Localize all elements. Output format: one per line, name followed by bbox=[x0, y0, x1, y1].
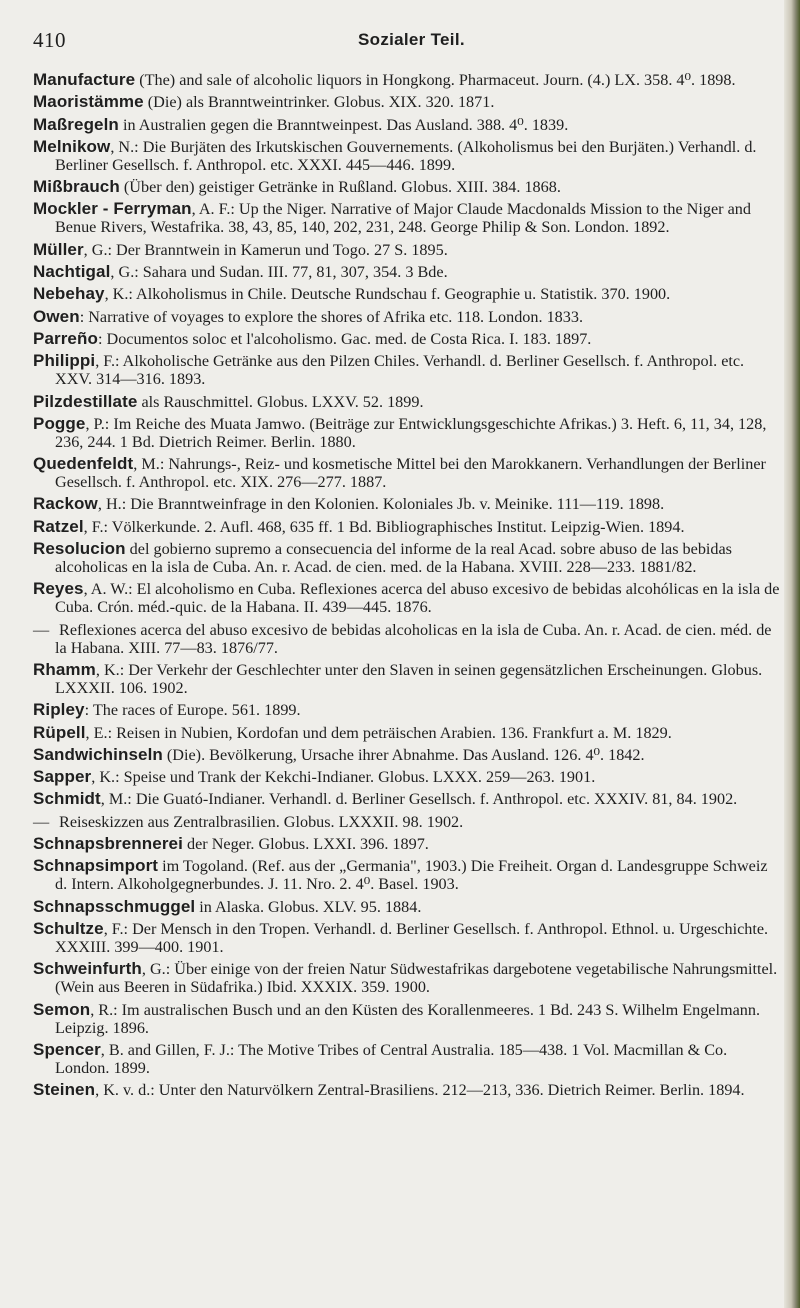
bibliography-entry bbox=[33, 455, 783, 491]
bibliography-entry bbox=[33, 701, 783, 719]
bibliography-entry bbox=[33, 746, 783, 764]
entry-heading: Müller bbox=[33, 239, 84, 259]
entry-heading: Nachtigal bbox=[33, 262, 111, 282]
bibliography-entry bbox=[33, 580, 783, 616]
bibliography-entry bbox=[33, 285, 783, 303]
bibliography-entry bbox=[33, 661, 783, 697]
entry-text: im Togoland. (Ref. aus der „Germania", 1903.) Die Freiheit. Organ d. Landesgruppe Schweiz d. Intern. Alkoholgegnerbundes. J. 11. Nro. 2. 4⁰. Basel. 1903. bbox=[55, 857, 768, 894]
entry-text: in Australien gegen die Branntweinpest. Das Ausland. 388. 4⁰. 1839. bbox=[118, 115, 569, 134]
entry-heading: Semon bbox=[33, 999, 91, 1019]
bibliography-entry bbox=[33, 1041, 783, 1077]
entry-heading: Pogge bbox=[33, 413, 86, 433]
entry-text: (Über den) geistiger Getränke in Rußland. Globus. XIII. 384. 1868. bbox=[119, 178, 561, 197]
entry-heading: Spencer bbox=[33, 1039, 101, 1059]
bibliography-entry bbox=[33, 813, 783, 831]
entry-text: der Neger. Globus. LXXI. 396. 1897. bbox=[182, 835, 429, 854]
entry-text: , M.: Nahrungs-, Reiz- und kosmetische Mittel bei den Marokkanern. Verhandlungen der Berliner Gesellsch. f. Anthropol. etc. XIX. 276—277. 1887. bbox=[55, 455, 766, 492]
entry-heading: Rhamm bbox=[33, 659, 96, 679]
entry-text: , H.: Die Branntweinfrage in den Kolonien. Koloniales Jb. v. Meinike. 111—119. 1898. bbox=[97, 495, 665, 514]
bibliography-list bbox=[33, 71, 783, 1103]
bibliography-entry bbox=[33, 960, 783, 996]
entry-text: in Alaska. Globus. XLV. 95. 1884. bbox=[195, 897, 422, 916]
bibliography-entry bbox=[33, 495, 783, 513]
bibliography-entry bbox=[33, 138, 783, 174]
entry-text: , A. W.: El alcoholismo en Cuba. Reflexiones acerca del abuso excesivo de bebidas alcohólicas en la isla de Cuba. Crón. méd.-quic. de la Habana. II. 439—445. 1876. bbox=[55, 580, 780, 617]
entry-text: (The) and sale of alcoholic liquors in Hongkong. Pharmaceut. Journ. (4.) LX. 358. 4⁰. 1898. bbox=[135, 71, 736, 89]
entry-text: , K.: Alkoholismus in Chile. Deutsche Rundschau f. Geographie u. Statistik. 370. 1900. bbox=[104, 285, 671, 304]
entry-heading: Mißbrauch bbox=[33, 177, 120, 197]
entry-text: , G.: Der Branntwein in Kamerun und Togo. 27 S. 1895. bbox=[83, 240, 448, 259]
entry-heading: Mockler - Ferryman bbox=[33, 199, 192, 219]
bibliography-entry bbox=[33, 178, 783, 196]
entry-heading: Ripley bbox=[33, 700, 85, 720]
binding-edge bbox=[784, 0, 800, 1308]
entry-heading: Sapper bbox=[33, 767, 92, 787]
entry-text: , F.: Völkerkunde. 2. Aufl. 468, 635 ff. 1 Bd. Bibliographisches Institut. Leipzig-Wien. 1894. bbox=[83, 517, 685, 536]
entry-heading: Schnapsbrennerei bbox=[33, 834, 183, 854]
entry-heading: Schultze bbox=[33, 918, 104, 938]
entry-text: del gobierno supremo a consecuencia del informe de la real Acad. sobre abuso de las bebidas alcoholicas en la isla de Cuba. An. r. Acad. de cien. med. de la Habana. XVIII. 228—233. 1881/82. bbox=[55, 540, 732, 577]
bibliography-entry bbox=[33, 241, 783, 259]
bibliography-entry bbox=[33, 518, 783, 536]
entry-heading: Steinen bbox=[33, 1080, 96, 1100]
entry-heading: Melnikow bbox=[33, 136, 111, 156]
entry-heading: Rüpell bbox=[33, 722, 86, 742]
entry-text: (Die). Bevölkerung, Ursache ihrer Abnahme. Das Ausland. 126. 4⁰. 1842. bbox=[162, 745, 645, 764]
bibliography-entry bbox=[33, 93, 783, 111]
entry-heading: Maßregeln bbox=[33, 114, 119, 134]
bibliography-entry bbox=[33, 857, 783, 893]
entry-heading: Nebehay bbox=[33, 284, 105, 304]
entry-heading: Ratzel bbox=[33, 516, 84, 536]
entry-text: , N.: Die Burjäten des Irkutskischen Gouvernements. (Alkoholismus bei den Burjäten.) Verhandl. d. Berliner Gesellsch. f. Anthropol. etc. XXXI. 445—446. 1899. bbox=[55, 137, 757, 174]
entry-heading: Rackow bbox=[33, 494, 98, 514]
entry-text: , K. v. d.: Unter den Naturvölkern Zentral-Brasiliens. 212—213, 336. Dietrich Reimer. Berlin. 1894. bbox=[95, 1081, 745, 1100]
bibliography-entry bbox=[33, 352, 783, 388]
entry-text: , M.: Die Guató-Indianer. Verhandl. d. Berliner Gesellsch. f. Anthropol. etc. XXXIV. 81, 84. 1902. bbox=[100, 790, 738, 809]
entry-text: Reiseskizzen aus Zentralbrasilien. Globus. LXXXII. 98. 1902. bbox=[55, 812, 464, 831]
bibliography-entry bbox=[33, 200, 783, 236]
entry-text: , A. F.: Up the Niger. Narrative of Major Claude Macdonalds Mission to the Niger and Benue Rivers, Westafrika. 38, 43, 85, 140, 202, 231, 248. George Philip & Son. London. 1892. bbox=[55, 200, 751, 237]
bibliography-entry bbox=[33, 1001, 783, 1037]
bibliography-entry bbox=[33, 263, 783, 281]
entry-heading: Maoristämme bbox=[33, 92, 144, 112]
entry-text: Reflexiones acerca del abuso excesivo de bebidas alcoholicas en la isla de Cuba. An. r. Acad. de cien. méd. de la Habana. XIII. 77—83. 1876/77. bbox=[55, 620, 772, 657]
bibliography-entry bbox=[33, 393, 783, 411]
entry-heading: Quedenfeldt bbox=[33, 454, 134, 474]
entry-heading: Owen bbox=[33, 306, 80, 326]
entry-text: , F.: Der Mensch in den Tropen. Verhandl. d. Berliner Gesellsch. f. Anthropol. Ethnol. u. Urgeschichte. XXXIII. 399—400. 1901. bbox=[55, 919, 769, 956]
entry-heading: Schnapsschmuggel bbox=[33, 896, 196, 916]
entry-heading: Schnapsimport bbox=[33, 856, 159, 876]
running-head bbox=[33, 28, 778, 52]
bibliography-entry bbox=[33, 116, 783, 134]
bibliography-entry bbox=[33, 621, 783, 657]
entry-heading: Manufacture bbox=[33, 70, 136, 89]
bibliography-entry bbox=[33, 308, 783, 326]
entry-heading: Pilzdestillate bbox=[33, 391, 138, 411]
bibliography-entry bbox=[33, 415, 783, 451]
entry-text: : Narrative of voyages to explore the shores of Afrika etc. 118. London. 1833. bbox=[79, 307, 584, 326]
entry-heading: Reyes bbox=[33, 579, 84, 599]
entry-text: , G.: Sahara und Sudan. III. 77, 81, 307, 354. 3 Bde. bbox=[110, 263, 448, 282]
entry-text: (Die) als Branntweintrinker. Globus. XIX. 320. 1871. bbox=[143, 93, 495, 112]
bibliography-entry bbox=[33, 768, 783, 786]
entry-text: , K.: Speise und Trank der Kekchi-Indianer. Globus. LXXX. 259—263. 1901. bbox=[91, 768, 596, 787]
entry-text: , K.: Der Verkehr der Geschlechter unter den Slaven in seinen gegensätzlichen Erscheinungen. Globus. LXXXII. 106. 1902. bbox=[55, 660, 763, 697]
bibliography-entry bbox=[33, 898, 783, 916]
entry-text: : The races of Europe. 561. 1899. bbox=[84, 701, 301, 720]
entry-text: : Documentos soloc et l'alcoholismo. Gac. med. de Costa Rica. I. 183. 1897. bbox=[97, 329, 592, 348]
entry-heading: Resolucion bbox=[33, 539, 126, 559]
entry-text: , B. and Gillen, F. J.: The Motive Tribes of Central Australia. 185—438. 1 Vol. Macmillan & Co. London. 1899. bbox=[55, 1040, 728, 1077]
entry-ditto-dash: — bbox=[33, 620, 50, 639]
entry-text: , G.: Über einige von der freien Natur Südwestafrikas dargebotene vegetabilische Nahrungsmittel. (Wein aus Beeren in Südafrika.) Ibid. XXXIX. 359. 1900. bbox=[55, 960, 778, 997]
bibliography-entry bbox=[33, 1081, 783, 1099]
entry-heading: Schmidt bbox=[33, 789, 101, 809]
entry-heading: Schweinfurth bbox=[33, 959, 142, 979]
entry-text: als Rauschmittel. Globus. LXXV. 52. 1899. bbox=[137, 392, 424, 411]
page-number: 410 bbox=[33, 28, 66, 52]
entry-heading: Philippi bbox=[33, 351, 96, 371]
bibliography-entry bbox=[33, 71, 783, 89]
bibliography-entry bbox=[33, 790, 783, 808]
bibliography-entry bbox=[33, 330, 783, 348]
entry-heading: Parreño bbox=[33, 328, 98, 348]
entry-text: , R.: Im australischen Busch und an den Küsten des Korallenmeeres. 1 Bd. 243 S. Wilhelm Engelmann. Leipzig. 1896. bbox=[55, 1000, 760, 1037]
bibliography-entry bbox=[33, 540, 783, 576]
entry-text: , E.: Reisen in Nubien, Kordofan und dem peträischen Arabien. 136. Frankfurt a. M. 1829. bbox=[85, 723, 672, 742]
running-title: Sozialer Teil. bbox=[358, 30, 465, 49]
bibliography-entry bbox=[33, 920, 783, 956]
entry-text: , F.: Alkoholische Getränke aus den Pilzen Chiles. Verhandl. d. Berliner Gesellsch. f. Anthropol. etc. XXV. 314—316. 1893. bbox=[55, 352, 745, 389]
entry-heading: Sandwichinseln bbox=[33, 744, 163, 764]
entry-text: , P.: Im Reiche des Muata Jamwo. (Beiträge zur Entwicklungsgeschichte Afrikas.) 3. Heft. 6, 11, 34, 128, 236, 244. 1 Bd. Dietrich Reimer. Berlin. 1880. bbox=[55, 414, 767, 451]
bibliography-entry bbox=[33, 724, 783, 742]
bibliography-entry bbox=[33, 835, 783, 853]
entry-ditto-dash: — bbox=[33, 812, 50, 831]
